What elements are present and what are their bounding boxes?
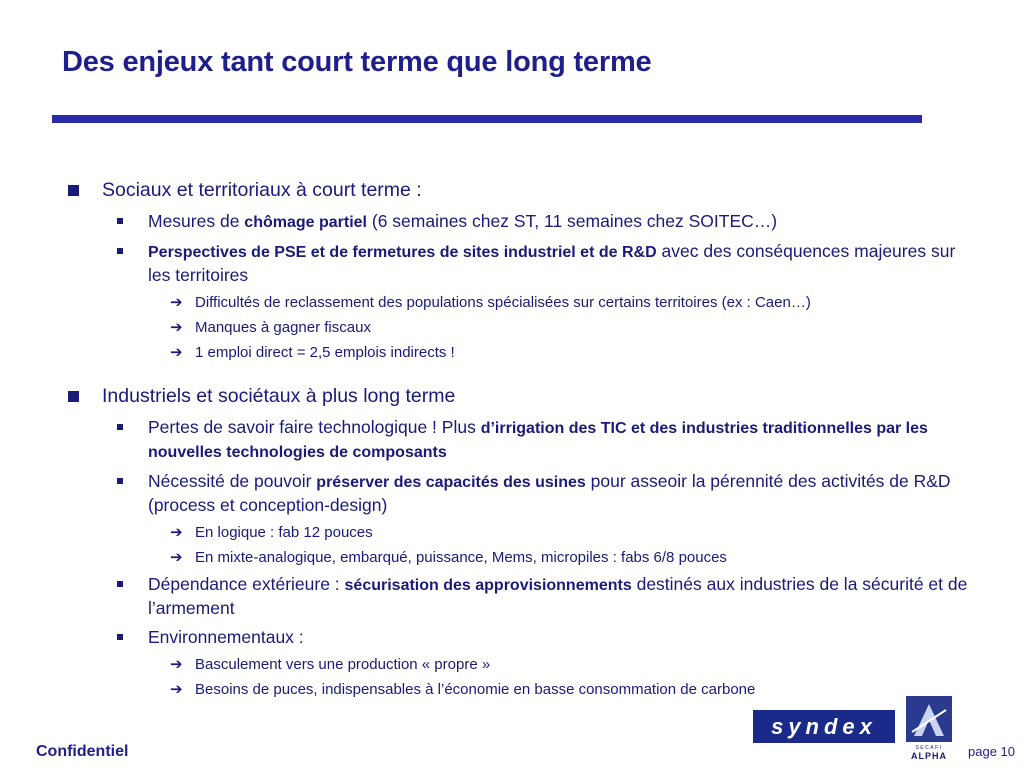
- item-text: (6 semaines chez ST, 11 semaines chez SOITEC…): [367, 211, 778, 231]
- item-bold-text: chômage partiel: [244, 214, 367, 231]
- bullet-item: [60, 626, 970, 649]
- slide-title: Des enjeux tant court terme que long terme: [62, 46, 652, 78]
- item-text: avec des conséquences majeures sur les territoires: [148, 241, 956, 285]
- secafi-logo-text: SECAFI: [915, 745, 943, 751]
- sub-item-text: Difficultés de reclassement des populations spécialisées sur certains territoires (ex : Caen…): [195, 294, 811, 311]
- sub-item-text: En mixte-analogique, embarqué, puissance, Mems, micropiles : fabs 6/8 pouces: [195, 549, 727, 566]
- bullet-item: [60, 416, 970, 464]
- item-text: Nécessité de pouvoir: [148, 471, 317, 491]
- item-bold-text: préserver des capacités des usines: [316, 474, 586, 491]
- alpha-secafi-logo: [906, 696, 952, 762]
- item-bold-text: sécurisation des approvisionnements: [344, 577, 632, 594]
- arrow-right-icon: ➔: [170, 294, 183, 311]
- item-text: destinés aux industries de la sécurité et de l’armement: [148, 574, 968, 618]
- sub-item: [60, 680, 970, 700]
- small-square-bullet-icon: [117, 424, 123, 430]
- syndex-logo: [753, 710, 895, 743]
- bullet-item: [60, 470, 970, 517]
- bullet-item: [60, 573, 970, 620]
- square-bullet-icon: [68, 185, 79, 196]
- small-square-bullet-icon: [117, 634, 123, 640]
- item-text: pour asseoir la pérennité des activités de R&D (process et conception-design): [148, 471, 951, 515]
- item-text: Dépendance extérieure :: [148, 574, 345, 594]
- bullet-item: [60, 240, 970, 287]
- arrow-right-icon: ➔: [170, 549, 183, 566]
- arrow-right-icon: ➔: [170, 319, 183, 336]
- section-heading-industrial: [60, 384, 970, 408]
- item-text: Mesures de: [148, 211, 245, 231]
- arrow-right-icon: ➔: [170, 344, 183, 361]
- sub-item: [60, 655, 970, 675]
- item-bold-text: d’irrigation des TIC et des industries traditionnelles par les nouvelles technologies de composants: [148, 420, 928, 461]
- sub-item-text: Besoins de puces, indispensables à l’économie en basse consommation de carbone: [195, 681, 756, 698]
- sub-item-text: Basculement vers une production « propre »: [195, 656, 491, 673]
- section-heading-text: Sociaux et territoriaux à court terme :: [102, 179, 422, 201]
- sub-item-text: Manques à gagner fiscaux: [195, 319, 371, 336]
- sub-item: [60, 293, 970, 313]
- sub-item: [60, 548, 970, 568]
- item-bold-text: Perspectives de PSE et de fermetures de sites industriel et de R&D: [148, 244, 657, 261]
- footer-confidential: Confidentiel: [36, 743, 129, 760]
- square-bullet-icon: [68, 391, 79, 402]
- page-number: page 10: [968, 744, 1015, 759]
- arrow-right-icon: ➔: [170, 524, 183, 541]
- sub-item: [60, 318, 970, 338]
- arrow-right-icon: ➔: [170, 681, 183, 698]
- item-text: Environnementaux :: [148, 627, 304, 647]
- arrow-right-icon: ➔: [170, 656, 183, 673]
- bullet-item: [60, 210, 970, 234]
- slide-content: [60, 178, 970, 705]
- sub-item: [60, 523, 970, 543]
- small-square-bullet-icon: [117, 581, 123, 587]
- title-underline: [52, 115, 922, 123]
- section-heading-social: [60, 178, 970, 202]
- small-square-bullet-icon: [117, 248, 123, 254]
- alpha-logo-text: ALPHA: [911, 751, 947, 761]
- small-square-bullet-icon: [117, 478, 123, 484]
- section-heading-text: Industriels et sociétaux à plus long terme: [102, 385, 456, 407]
- syndex-logo-text: syndex: [771, 713, 877, 739]
- item-text: Pertes de savoir faire technologique ! Plus: [148, 417, 481, 437]
- sub-item: [60, 343, 970, 363]
- small-square-bullet-icon: [117, 218, 123, 224]
- sub-item-text: En logique : fab 12 pouces: [195, 524, 373, 541]
- sub-item-text: 1 emploi direct = 2,5 emplois indirects !: [195, 344, 455, 361]
